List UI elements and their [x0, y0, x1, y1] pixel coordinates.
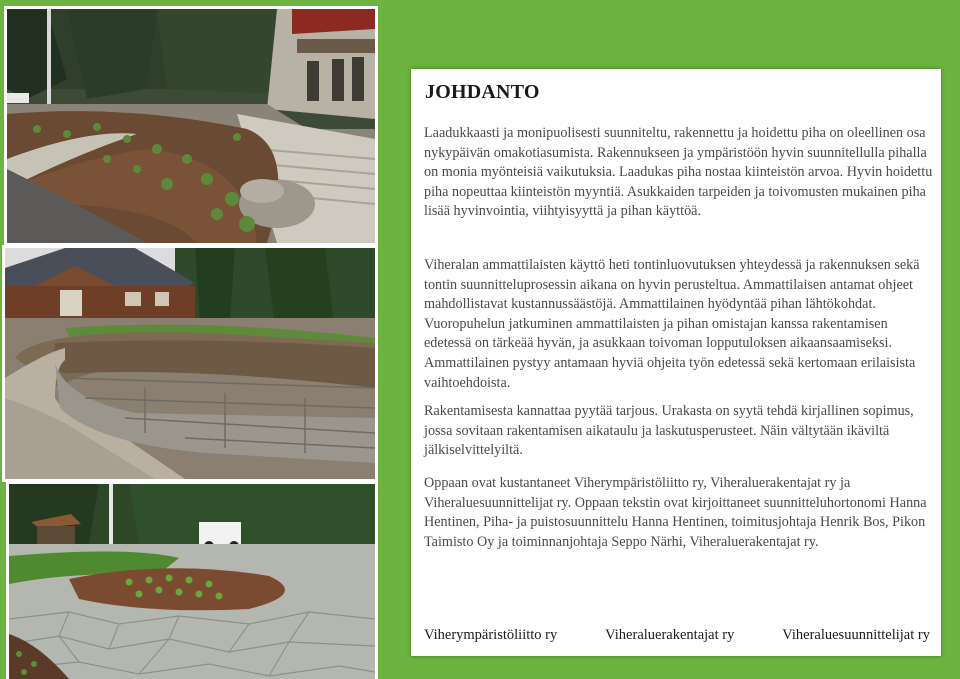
garden-photo-stone-wall — [2, 245, 378, 482]
intro-panel — [411, 69, 941, 656]
intro-paragraph-3: Rakentamisesta kannattaa pyytää tarjous. Urakasta on syytä tehdä kirjallinen sopimus, jossa sovitaan rakentamisen aikataulu ja laskutusperusteet. Näin vältytään ikäviltä jälkiselvittelyiltä. — [424, 403, 914, 459]
garden-photo-stairs — [4, 6, 378, 246]
publisher-viherymparistoliitto: Viherympäristöliitto ry — [424, 627, 558, 643]
publisher-viheraluesuunnittelijat: Viheraluesuunnittelijat ry — [782, 627, 930, 643]
garden-photo-flagstones — [6, 481, 378, 679]
publisher-viheraluerakentajat: Viheraluerakentajat ry — [605, 627, 735, 643]
intro-paragraph-4: Oppaan ovat kustantaneet Viherympäristöliitto ry, Viheraluerakentajat ry ja Viheraluesuunnittelijat ry. Oppaan tekstin ovat kirjoittaneet suunnitteluhortonomi Hanna Hentinen, Piha- ja puistosuunnittelu Hanna Hentinen, toimitusjohtaja Henrik Bos, Pikon Taimisto Oy ja toiminnanjohtaja Seppo Närhi, Viheraluerakentajat ry. — [424, 475, 927, 550]
garden-photo-stairs-image — [7, 9, 375, 243]
page-title: JOHDANTO — [425, 81, 540, 103]
intro-paragraph-2: Viheralan ammattilaisten käyttö heti tontinluovutuksen yhteydessä ja rakennuksen sekä tontin suunnitteluprosessin aikana on hyvin perusteltua. Ammattilaisen antamat ohjeet mahdollistavat kustannussäästöjä. Ammattilainen hyödyntää pihan lähtökohdat. Vuoropuhelun jatkuminen ammattilaisten ja pihan omistajan kanssa rakentamisen edetessä on tärkeää hyvän, ja asukkaan toivoman lopputuloksen aikaansaamiseksi. Ammattilainen pystyy antamaan hyviä ohjeita työn edetessä sekä kertomaan erilaisista vaihtoehdoista. — [424, 257, 920, 391]
garden-photo-stone-wall-image — [5, 248, 375, 479]
intro-paragraph-1: Laadukkaasti ja monipuolisesti suunniteltu, rakennettu ja hoidettu piha on oleellinen osa nykypäivän omakotiasumista. Rakennukseen ja ympäristöön hyvin suunnitellulla pihalla on monia myönteisiä vaikutuksia. Laadukas piha nostaa kiinteistön arvoa. Hyvin hoidettu piha nopeuttaa kiinteistön myyntiä. Asukkaiden tarpeiden ja toivomusten mukainen piha lisää hyvinvointia, viihtyisyyttä ja pihan käyttöä. — [424, 125, 933, 220]
publishers-footer — [424, 627, 930, 644]
garden-photo-flagstones-image — [9, 484, 375, 679]
